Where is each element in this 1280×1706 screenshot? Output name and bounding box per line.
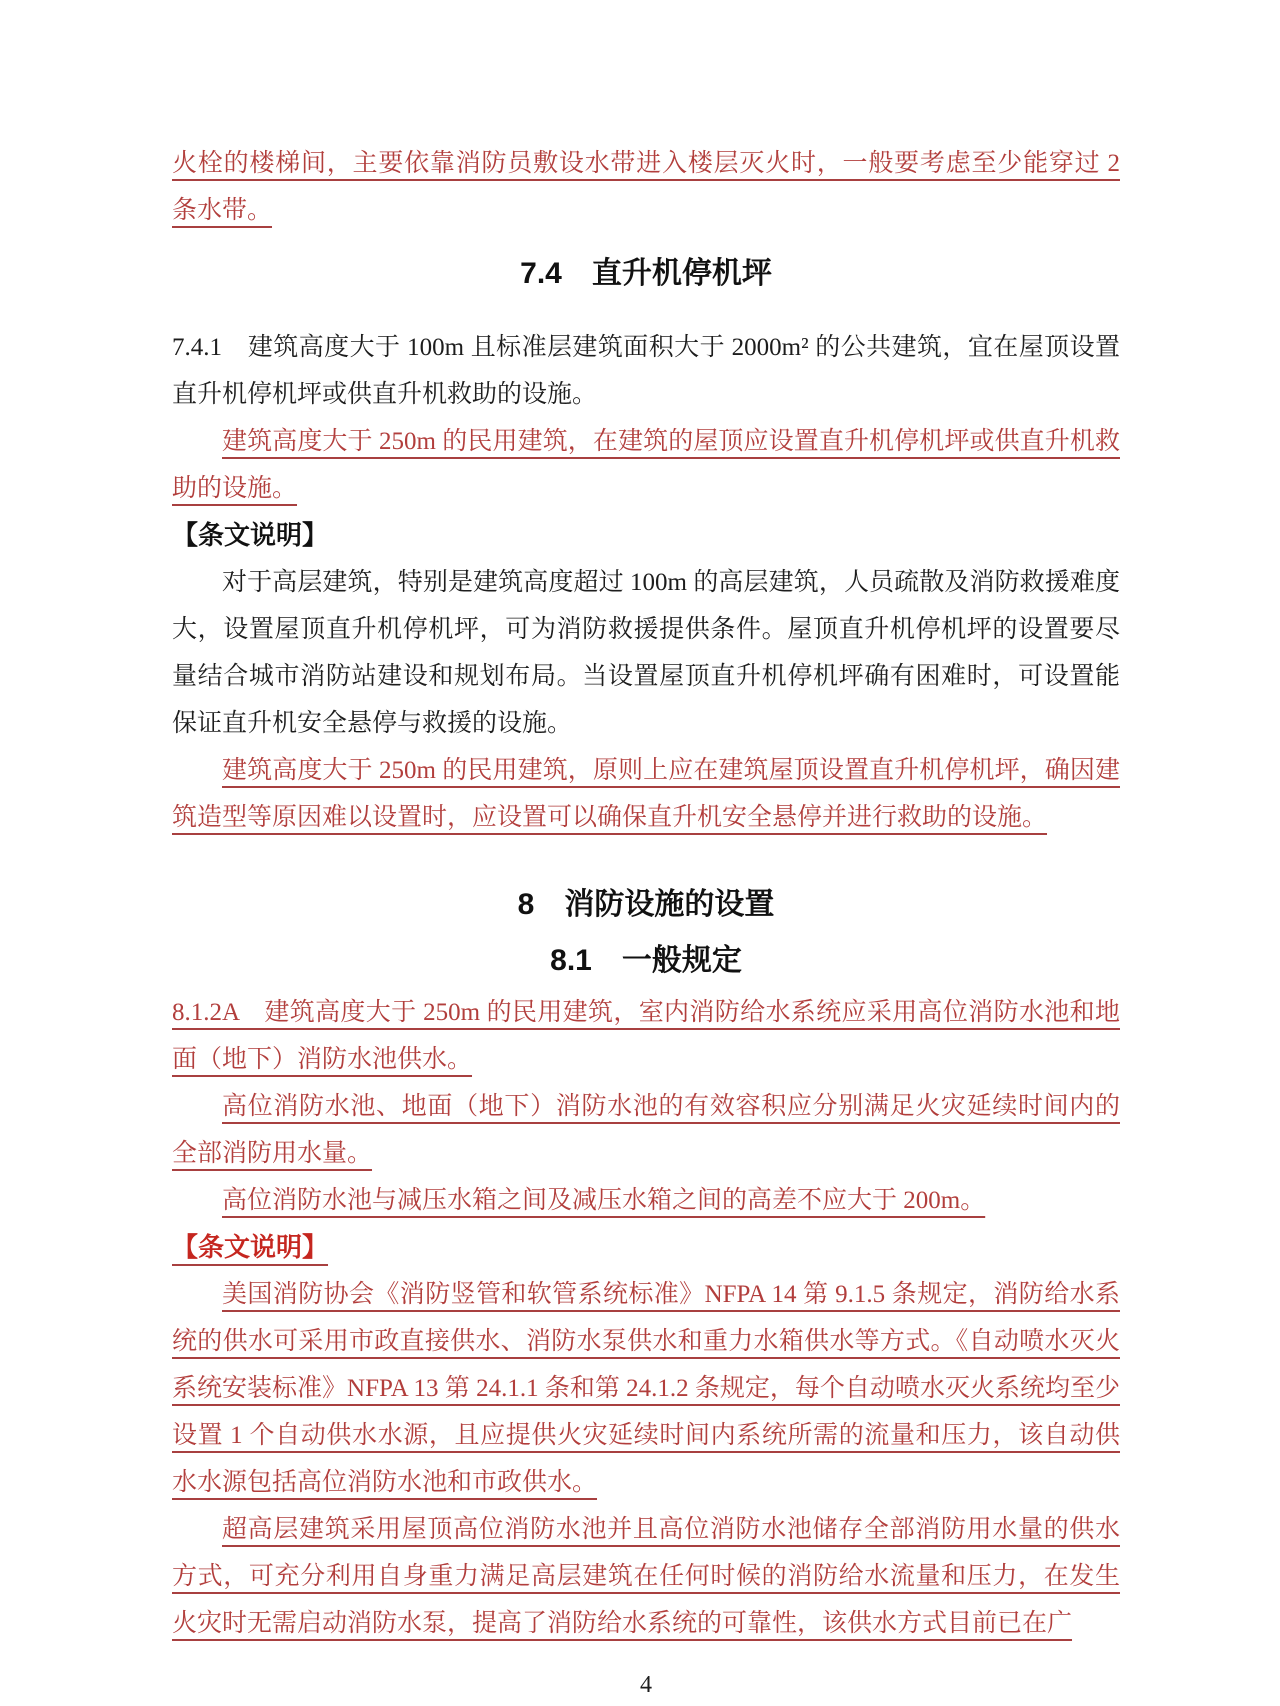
clause-7-4-1-revision: 建筑高度大于 250m 的民用建筑，在建筑的屋顶应设置直升机停机坪或供直升机救助的设施。 xyxy=(172,428,1120,502)
explanation-paragraph-8-1-supertall: 超高层建筑采用屋顶高位消防水池并且高位消防水池储存全部消防用水量的供水方式，可充分利用自身重力满足高层建筑在任何时候的消防给水流量和压力，在发生火灾时无需启动消防水泵，提高了消防给水系统的可靠性，该供水方式目前已在广 xyxy=(172,1516,1120,1637)
clause-7-4-1: 7.4.1 建筑高度大于 100m 且标准层建筑面积大于 2000m² 的公共建筑，宜在屋顶设置直升机停机坪或供直升机救助的设施。 xyxy=(172,334,1120,408)
chapter-heading-8: 8 消防设施的设置 xyxy=(517,888,775,921)
explanation-revision-7-4: 建筑高度大于 250m 的民用建筑，原则上应在建筑屋顶设置直升机停机坪，确因建筑造型等原因难以设置时，应设置可以确保直升机安全悬停并进行救助的设施。 xyxy=(172,757,1120,831)
page-number: 4 xyxy=(640,1672,652,1698)
section-heading-8-1: 8.1 一般规定 xyxy=(550,944,742,977)
clause-8-1-2a-para2: 高位消防水池、地面（地下）消防水池的有效容积应分别满足火灾延续时间内的全部消防用水量。 xyxy=(172,1093,1120,1167)
carryover-paragraph: 火栓的楼梯间，主要依靠消防员敷设水带进入楼层灭火时，一般要考虑至少能穿过 2 条水带。 xyxy=(172,150,1120,224)
explanation-label-7-4: 【条文说明】 xyxy=(172,520,329,550)
section-heading-7-4: 7.4 直升机停机坪 xyxy=(520,257,772,290)
explanation-label-8-1: 【条文说明】 xyxy=(172,1232,329,1262)
explanation-paragraph-7-4: 对于高层建筑，特别是建筑高度超过 100m 的高层建筑，人员疏散及消防救援难度大，设置屋顶直升机停机坪，可为消防救援提供条件。屋顶直升机停机坪的设置要尽量结合城市消防站建设和规划布局。当设置屋顶直升机停机坪确有困难时，可设置能保证直升机安全悬停与救援的设施。 xyxy=(172,569,1120,737)
clause-8-1-2a-para3: 高位消防水池与减压水箱之间及减压水箱之间的高差不应大于 200m。 xyxy=(222,1187,986,1214)
explanation-paragraph-8-1-nfpa: 美国消防协会《消防竖管和软管系统标准》NFPA 14 第 9.1.5 条规定，消防给水系统的供水可采用市政直接供水、消防水泵供水和重力水箱供水等方式。《自动喷水灭火系统安装标准》NFPA 13 第 24.1.1 条和第 24.1.2 条规定，每个自动喷水灭火系统均至少设置 1 个自动供水水源，且应提供火灾延续时间内系统所需的流量和压力，该自动供水水源包括高位消防水池和市政供水。 xyxy=(172,1281,1120,1496)
clause-8-1-2a: 8.1.2A 建筑高度大于 250m 的民用建筑，室内消防给水系统应采用高位消防水池和地面（地下）消防水池供水。 xyxy=(172,999,1120,1073)
